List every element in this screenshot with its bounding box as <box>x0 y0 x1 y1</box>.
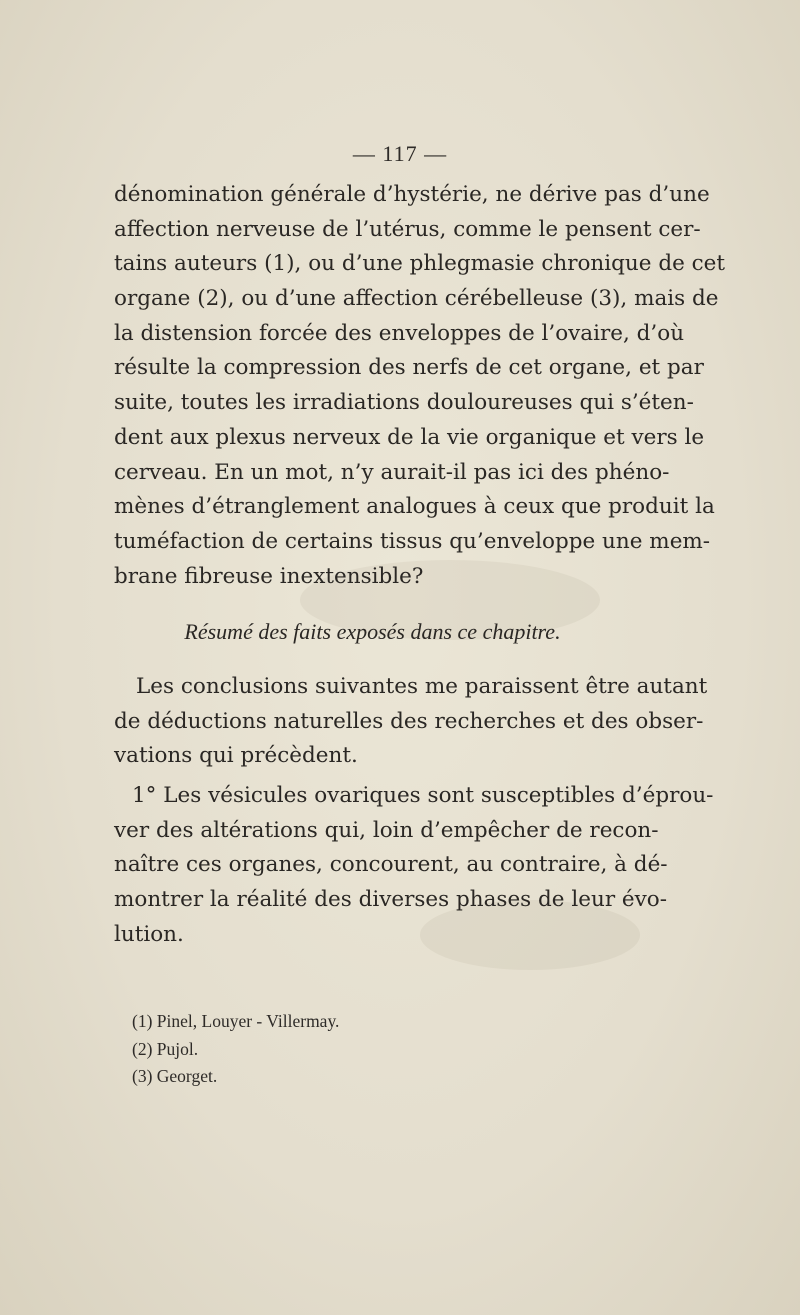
text-line: affection nerveuse de l’utérus, comme le pensent cer- <box>114 216 701 242</box>
text-line: la distension forcée des enveloppes de l’ovaire, d’où <box>114 320 685 346</box>
text-line: dénomination générale d’hystérie, ne dérive pas d’une <box>114 182 710 207</box>
footnotes <box>132 1008 339 1091</box>
text-line: suite, toutes les irradiations douloureuses qui s’éten- <box>114 390 694 416</box>
text-line: montrer la réalité des diverses phases de leur évo- <box>114 887 668 913</box>
text-line: vations qui précèdent. <box>114 743 358 769</box>
footnote: (3) Georget. <box>132 1066 218 1086</box>
text-line: lution. <box>114 921 184 947</box>
paragraph-2 <box>114 670 708 774</box>
text-line: dent aux plexus nerveux de la vie organique et vers le <box>114 424 705 450</box>
paragraph-1 <box>114 178 726 594</box>
text-line: Les conclusions suivantes me paraissent être autant <box>136 674 708 699</box>
section-heading: Résumé des faits exposés dans ce chapitre. <box>184 619 561 644</box>
footnote: (2) Pujol. <box>132 1038 199 1059</box>
text-line: mènes d’étranglement analogues à ceux que produit la <box>114 494 715 520</box>
paragraph-3 <box>114 779 714 952</box>
text-line: tains auteurs (1), ou d’une phlegmasie chronique de cet <box>114 251 726 277</box>
text-line: tuméfaction de certains tissus qu’enveloppe une mem- <box>114 528 711 554</box>
page-number: — 117 — <box>352 141 448 166</box>
text-line: cerveau. En un mot, n’y aurait-il pas ici des phéno- <box>114 459 670 485</box>
footnote: (1) Pinel, Louyer - Villermay. <box>132 1011 340 1031</box>
text-line: de déductions naturelles des recherches et des obser- <box>114 708 704 734</box>
text-line: 1° Les vésicules ovariques sont susceptibles d’éprou- <box>132 783 714 808</box>
text-line: organe (2), ou d’une affection cérébelleuse (3), mais de <box>114 286 719 312</box>
text-line: brane fibreuse inextensible? <box>114 563 424 589</box>
text-line: naître ces organes, concourent, au contraire, à dé- <box>114 852 668 878</box>
text-line: résulte la compression des nerfs de cet organe, et par <box>114 355 704 381</box>
text-line: ver des altérations qui, loin d’empêcher de recon- <box>114 817 659 843</box>
